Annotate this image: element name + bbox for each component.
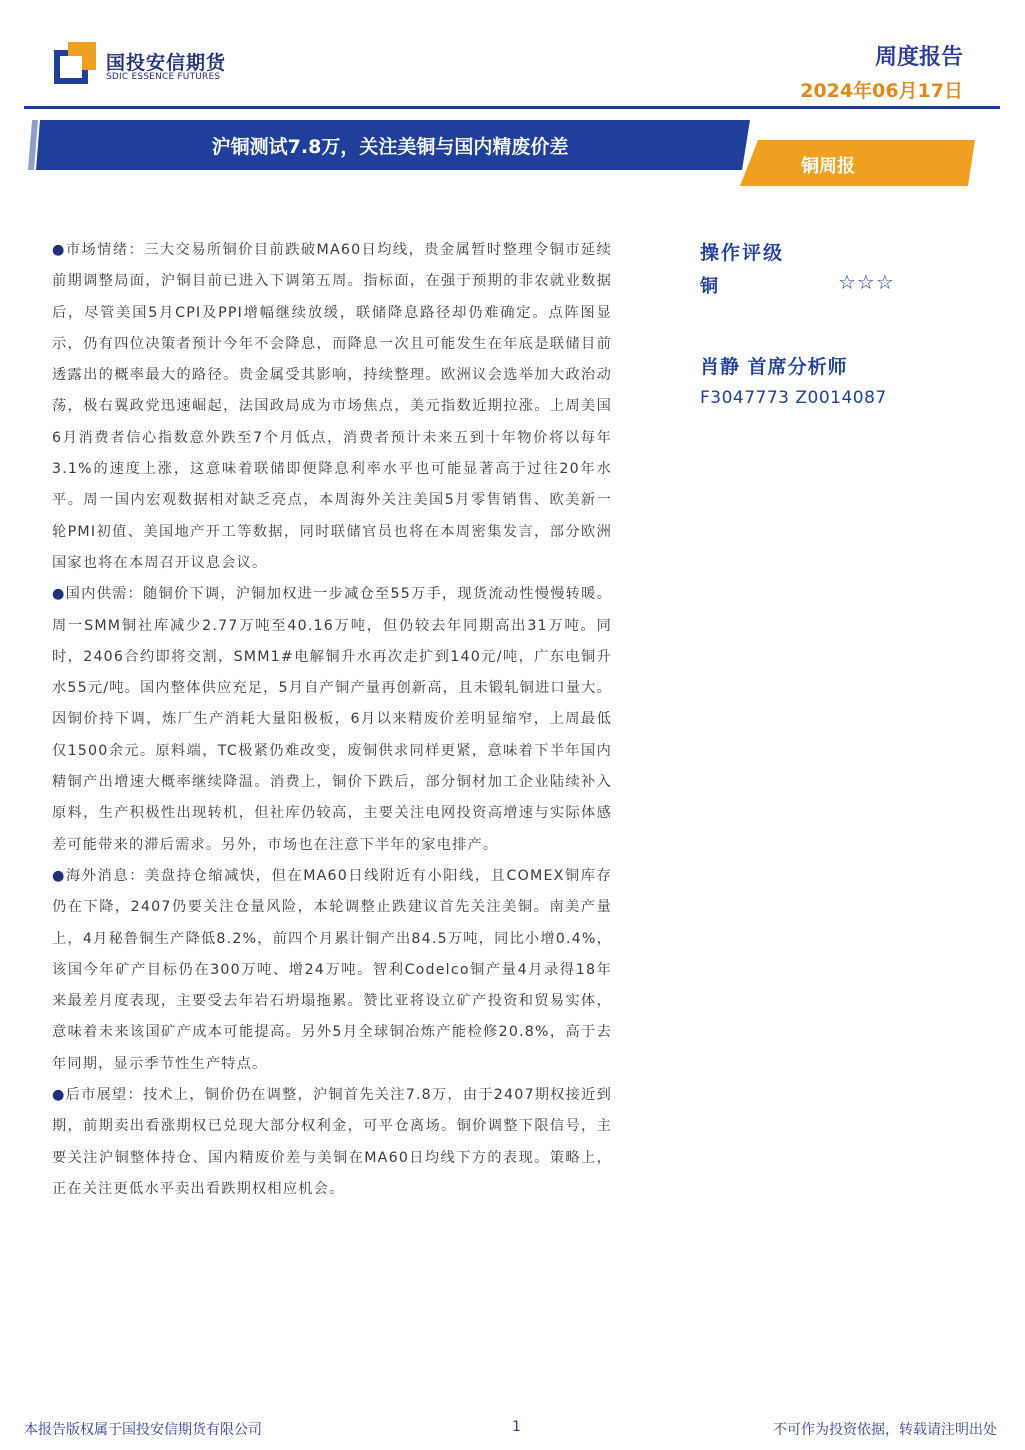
company-name-en: SDIC ESSENCE FUTURES: [106, 72, 221, 82]
rating-metal-label: 铜: [700, 276, 718, 297]
rating-heading: 操作评级: [700, 242, 785, 264]
section-market-sentiment: [52, 235, 612, 579]
section-text: 国内供需：随铜价下调，沪铜加权进一步减仓至55万手，现货流动性慢慢转暖。周一SMM铜社库减少2.77万吨至40.16万吨，但仍较去年同期高出31万吨。同时，2406合约即将交割，SMM1#电解铜升水再次走扩到140元/吨，广东电铜升水55元/吨。国内整体供应充足，5月自产铜产量再创新高，且未锻轧铜进口量大。因铜价持下调，炼厂生产消耗大量阳极板，6月以来精废价差明显缩窄，上周最低仅1500余元。原料端，TC极紧仍难改变，废铜供求同样更紧，意味着下半年国内精铜产出增速大概率继续降温。消费上，铜价下跌后，部分铜材加工企业陆续补入原料，生产积极性出现转机，但社库仍较高，主要关注电网投资高增速与实际体感差可能带来的滞后需求。另外，市场也在注意下半年的家电排产。: [52, 586, 612, 853]
analyst-name: 肖静 首席分析师: [700, 356, 848, 378]
bullet-icon: ●: [52, 242, 66, 258]
rating-stars-icon: ☆☆☆: [838, 270, 895, 294]
bullet-icon: ●: [52, 867, 67, 884]
analyst-license-codes: F3047773 Z0014087: [700, 388, 887, 408]
section-text: 后市展望：技术上，铜价仍在调整，沪铜首先关注7.8万，由于2407期权接近到期，前期卖出看涨期权已兑现大部分权利金，可平仓离场。铜价调整下限信号，主要关注沪铜整体持仓、国内精废价差与美铜在MA60日均线下方的表现。策略上，正在关注更低水平卖出看跌期权相应机会。: [52, 1087, 612, 1197]
report-body: [52, 235, 612, 1205]
report-title: 沪铜测试7.8万，关注美铜与国内精废价差: [211, 136, 569, 158]
company-logo-mark: [54, 42, 96, 84]
company-name-cn: 国投安信期货: [106, 52, 227, 74]
report-type: 周度报告: [874, 45, 963, 70]
bullet-icon: ●: [52, 586, 66, 603]
report-date: 2024年06月17日: [800, 80, 963, 102]
footer-disclaimer: 不可作为投资依据，转载请注明出处: [773, 1422, 997, 1438]
section-overseas-news: [52, 861, 612, 1080]
page-number: 1: [512, 1419, 521, 1435]
section-text: 市场情绪：三大交易所铜价目前跌破MA60日均线，贵金属暂时整理令铜市延续前期调整局面，沪铜目前已进入下调第五周。指标面，在强于预期的非农就业数据后，尽管美国5月CPI及PPI增幅继续放缓，联储降息路径却仍难确定。点阵图显示，仍有四位决策者预计今年不会降息，而降息一次且可能发生在年底是联储目前透露出的概率最大的路径。贵金属受其影响，持续整理。欧洲议会选举加大政治动荡，极右翼政党迅速崛起，法国政局成为市场焦点，美元指数近期拉涨。上周美国6月消费者信心指数意外跌至7个月低点，消费者预计未来五到十年物价将以每年3.1%的速度上涨，这意味着联储即便降息利率水平也可能显著高于过往20年水平。周一国内宏观数据相对缺乏亮点，本周海外关注美国5月零售销售、欧美新一轮PMI初值、美国地产开工等数据，同时联储官员也将在本周密集发言，部分欧洲国家也将在本周召开议息会议。: [52, 242, 612, 571]
report-category-tag: 铜周报: [801, 156, 855, 177]
header-divider: [24, 106, 1000, 109]
footer-copyright: 本报告版权属于国投安信期货有限公司: [24, 1422, 262, 1438]
section-outlook: [52, 1080, 612, 1205]
bullet-icon: ●: [52, 1087, 66, 1104]
section-domestic-supply-demand: [52, 579, 612, 861]
section-text: 海外消息：美盘持仓缩减快，但在MA60日线附近有小阳线，且COMEX铜库存仍在下降，2407仍要关注仓量风险，本轮调整止跌建议首先关注美铜。南美产量上，4月秘鲁铜生产降低8.2%，前四个月累计铜产出84.5万吨，同比小增0.4%，该国今年矿产目标仍在300万吨、增24万吨。智利Codelco铜产量4月录得18年来最差月度表现，主要受去年岩石坍塌拖累。赞比亚将设立矿产投资和贸易实体，意味着未来该国矿产成本可能提高。另外5月全球铜冶炼产能检修20.8%，高于去年同期，显示季节性生产特点。: [52, 867, 612, 1072]
